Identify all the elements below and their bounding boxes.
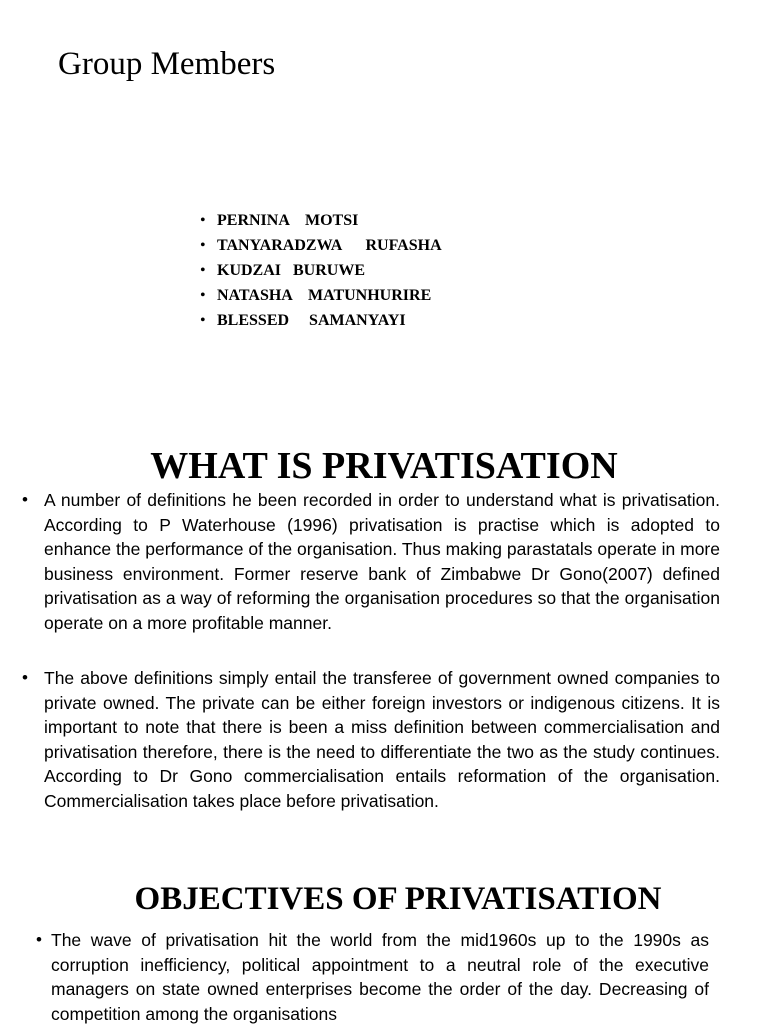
list-item: • BLESSED SAMANYAYI	[200, 308, 442, 333]
objectives-heading: OBJECTIVES OF PRIVATISATION	[134, 881, 662, 917]
what-is-privatisation-heading: WHAT IS PRIVATISATION	[150, 445, 618, 487]
objectives-paragraph: The wave of privatisation hit the world from the mid1960s up to the 1990s as corruption inefficiency, political appointment to a neutral role of the executive managers on state owned enterprises become the order of the day. Decreasing of competition among the organisations	[51, 930, 709, 1024]
bullet-marker: •	[36, 930, 42, 949]
list-item: • PERNINA MOTSI	[200, 208, 442, 233]
bullet-marker: •	[22, 490, 28, 509]
group-members-title: Group Members	[58, 46, 276, 82]
list-item: • KUDZAI BURUWE	[200, 258, 442, 283]
list-item: • TANYARADZWA RUFASHA	[200, 233, 442, 258]
definition-paragraph: A number of definitions he been recorded in order to understand what is privatisation. According to P Waterhouse (1996) privatisation is practise which is adopted to enhance the performance of the organisation. Thus making parastatals operate in more business environment. Former reserve bank of Zimbabwe Dr Gono(2007) defined privatisation as a way of reforming the organisation procedures so that the organisation operate on a more profitable manner.	[44, 490, 720, 633]
member-list	[200, 208, 442, 333]
list-item: • NATASHA MATUNHURIRE	[200, 283, 442, 308]
transfer-paragraph: The above definitions simply entail the transferee of government owned companies to private owned. The private can be either foreign investors or indigenous citizens. It is important to note that there is been a miss definition between commercialisation and privatisation therefore, there is the need to differentiate the two as the study continues. According to Dr Gono commercialisation entails reformation of the organisation. Commercialisation takes place before privatisation.	[44, 668, 720, 811]
bullet-marker: •	[22, 668, 28, 687]
